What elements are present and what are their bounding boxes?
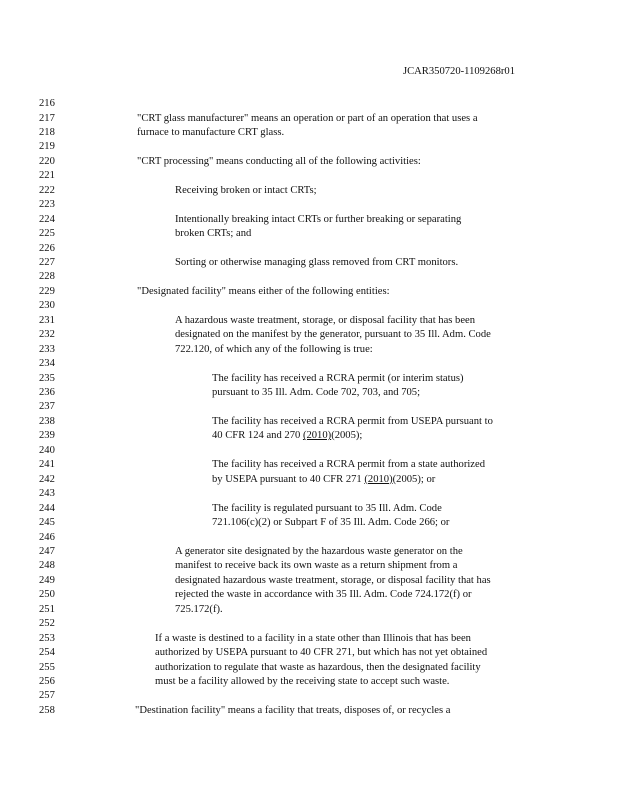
line-text xyxy=(137,127,284,138)
line-text xyxy=(212,503,442,514)
document-line xyxy=(0,401,618,414)
document-line xyxy=(0,113,618,126)
document-line xyxy=(0,300,618,313)
line-text-main: The facility is regulated pursuant to 35 Ill. Adm. Code xyxy=(212,502,442,514)
document-line xyxy=(0,546,618,559)
line-text xyxy=(155,633,471,644)
line-number: 246 xyxy=(39,531,55,543)
line-number: 237 xyxy=(39,401,55,413)
document-line xyxy=(0,199,618,212)
line-text-main: If a waste is destined to a facility in a state other than Illinois that has been xyxy=(155,632,471,644)
line-number: 227 xyxy=(39,256,55,268)
line-number: 233 xyxy=(39,343,55,355)
line-text-main: by USEPA pursuant to 40 CFR 271 xyxy=(212,473,365,485)
document-line xyxy=(0,243,618,256)
line-number: 225 xyxy=(39,228,55,239)
line-text-main: authorization to regulate that waste as hazardous, then the designated facility xyxy=(155,661,481,673)
line-number: 258 xyxy=(39,704,55,716)
line-text-main: The facility has received a RCRA permit from USEPA pursuant to xyxy=(212,415,493,427)
line-text-main: 721.106(c)(2) or Subpart F of 35 Ill. Adm. Code 266; or xyxy=(212,517,450,528)
line-number: 223 xyxy=(39,199,55,211)
document-line xyxy=(0,517,618,530)
line-text-main: rejected the waste in accordance with 35 Ill. Adm. Code 724.172(f) or xyxy=(175,589,472,601)
document-line xyxy=(0,141,618,154)
line-text-main: pursuant to 35 Ill. Adm. Code 702, 703, and 705; xyxy=(212,387,421,398)
line-number: 226 xyxy=(39,242,55,254)
line-text xyxy=(155,647,487,658)
document-line xyxy=(0,416,618,429)
line-number: 251 xyxy=(39,603,55,615)
line-text-main: The facility has received a RCRA permit (or interim status) xyxy=(212,372,464,384)
document-header-id: JCAR350720-1109268r01 xyxy=(402,66,515,77)
document-line xyxy=(0,156,618,169)
line-text-main: 40 CFR 124 and 270 xyxy=(212,430,303,442)
line-number: 248 xyxy=(39,560,55,572)
line-number: 234 xyxy=(39,358,55,370)
line-text xyxy=(175,344,373,355)
line-number: 221 xyxy=(39,170,55,182)
line-text xyxy=(212,474,435,485)
line-text-main: furnace to manufacture CRT glass. xyxy=(137,126,285,138)
line-number: 241 xyxy=(39,459,55,471)
line-text xyxy=(175,257,458,268)
document-line xyxy=(0,214,618,227)
line-number: 216 xyxy=(39,98,55,109)
document-line xyxy=(0,676,618,689)
line-text xyxy=(175,228,251,239)
line-number: 217 xyxy=(39,112,55,124)
line-text xyxy=(155,662,481,673)
line-text-main: designated on the manifest by the generator, pursuant to 35 Ill. Adm. Code xyxy=(175,329,491,341)
line-number: 235 xyxy=(39,372,55,384)
line-text xyxy=(175,185,317,196)
line-text-main: Intentionally breaking intact CRTs or further breaking or separating xyxy=(175,213,462,225)
line-text xyxy=(137,286,390,297)
line-text xyxy=(175,329,491,340)
line-text-main: Receiving broken or intact CRTs; xyxy=(175,184,317,196)
line-text-main: "Destination facility" means a facility that treats, disposes of, or recycles a xyxy=(135,704,451,716)
line-text xyxy=(137,113,478,124)
document-line xyxy=(0,633,618,646)
document-line xyxy=(0,618,618,631)
line-text-main: broken CRTs; and xyxy=(175,228,252,239)
line-text xyxy=(137,156,421,167)
document-line xyxy=(0,575,618,588)
line-number: 231 xyxy=(39,314,55,326)
line-text-main: "CRT processing" means conducting all of the following activities: xyxy=(137,155,421,167)
line-text-tail: (2005); xyxy=(331,430,363,442)
line-number: 224 xyxy=(39,213,55,225)
line-number: 249 xyxy=(39,574,55,586)
document-line xyxy=(0,488,618,501)
line-number: 243 xyxy=(39,488,55,500)
line-text-main: Sorting or otherwise managing glass removed from CRT monitors. xyxy=(175,256,459,268)
line-number: 252 xyxy=(39,618,55,630)
document-line xyxy=(0,170,618,183)
line-number: 219 xyxy=(39,141,55,153)
line-number: 238 xyxy=(39,415,55,427)
line-text-main: "Designated facility" means either of the following entities: xyxy=(137,285,390,297)
line-text-main: The facility has received a RCRA permit from a state authorized xyxy=(212,459,485,471)
document-line xyxy=(0,344,618,357)
document-line xyxy=(0,271,618,284)
line-number: 257 xyxy=(39,690,55,702)
document-line xyxy=(0,286,618,299)
document-line xyxy=(0,690,618,703)
line-text-main: "CRT glass manufacturer" means an operation or part of an operation that uses a xyxy=(137,112,478,124)
line-number: 230 xyxy=(39,300,55,312)
line-number: 239 xyxy=(39,430,55,442)
line-number: 244 xyxy=(39,502,55,514)
line-text xyxy=(175,575,491,586)
document-line xyxy=(0,185,618,198)
document-line xyxy=(0,589,618,602)
inserted-text: (2010) xyxy=(364,473,393,485)
line-number: 232 xyxy=(39,329,55,341)
line-number: 255 xyxy=(39,661,55,673)
line-text-tail: (2005); or xyxy=(392,473,436,485)
line-text xyxy=(212,387,420,398)
line-text-main: must be a facility allowed by the receiving state to accept such waste. xyxy=(155,676,450,687)
line-number: 240 xyxy=(39,444,55,456)
document-line xyxy=(0,647,618,660)
document-line xyxy=(0,257,618,270)
line-text xyxy=(175,560,457,571)
document-line xyxy=(0,387,618,400)
line-number: 247 xyxy=(39,546,55,557)
line-text xyxy=(175,546,463,557)
line-text xyxy=(212,459,485,470)
document-line xyxy=(0,315,618,328)
line-text-main: A generator site designated by the hazardous waste generator on the xyxy=(175,546,463,557)
document-line xyxy=(0,532,618,545)
line-text-main: manifest to receive back its own waste as a return shipment from a xyxy=(175,560,458,572)
line-text xyxy=(135,705,450,716)
document-line xyxy=(0,705,618,718)
document-line xyxy=(0,662,618,675)
document-line xyxy=(0,127,618,140)
line-text-main: 722.120, of which any of the following is true: xyxy=(175,343,373,355)
line-text xyxy=(175,214,461,225)
line-number: 242 xyxy=(39,473,55,485)
document-line xyxy=(0,430,618,443)
line-number: 256 xyxy=(39,676,55,687)
line-text xyxy=(175,589,472,600)
document-line xyxy=(0,604,618,617)
line-text xyxy=(212,430,362,441)
document-line xyxy=(0,373,618,386)
inserted-text: (2010) xyxy=(302,430,332,442)
line-number: 253 xyxy=(39,632,55,644)
line-text xyxy=(175,604,223,615)
line-number: 254 xyxy=(39,647,55,659)
document-line xyxy=(0,560,618,573)
line-text-main: designated hazardous waste treatment, storage, or disposal facility that has xyxy=(175,574,491,586)
document-line xyxy=(0,474,618,487)
line-text-main: authorized by USEPA pursuant to 40 CFR 271, but which has not yet obtained xyxy=(155,647,488,659)
line-text-main: A hazardous waste treatment, storage, or disposal facility that has been xyxy=(175,314,476,326)
line-text xyxy=(212,416,493,427)
line-text xyxy=(155,676,449,687)
document-line xyxy=(0,98,618,111)
line-number: 218 xyxy=(39,126,55,138)
line-number: 228 xyxy=(39,271,55,283)
line-text-main: 725.172(f). xyxy=(175,603,223,615)
line-text xyxy=(212,373,464,384)
document-line xyxy=(0,358,618,371)
line-number: 236 xyxy=(39,387,55,398)
line-text xyxy=(212,517,449,528)
document-line xyxy=(0,329,618,342)
line-number: 220 xyxy=(39,155,55,167)
document-line xyxy=(0,445,618,458)
document-line xyxy=(0,459,618,472)
document-line xyxy=(0,228,618,241)
line-text xyxy=(175,315,475,326)
line-number: 245 xyxy=(39,517,55,528)
line-number: 222 xyxy=(39,184,55,196)
line-number: 229 xyxy=(39,285,55,297)
line-number: 250 xyxy=(39,589,55,601)
document-line xyxy=(0,503,618,516)
